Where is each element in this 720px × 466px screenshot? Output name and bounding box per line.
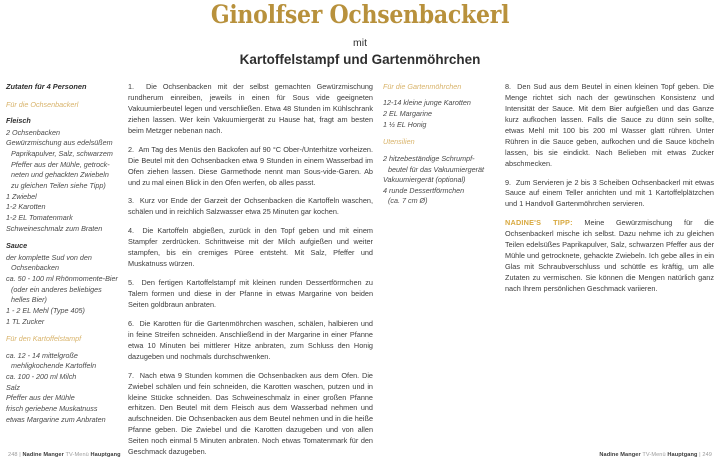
page-title: Ginolfser Ochsenbackerl xyxy=(210,0,510,29)
ingredients-group-utensilien: Utensilien xyxy=(383,137,415,147)
list-item: 1-2 Karotten xyxy=(6,202,46,212)
list-item: ca. 100 - 200 ml Milch xyxy=(6,371,77,381)
list-item: ca. 50 - 100 ml Rhönmomente-Bier xyxy=(6,273,118,283)
step-5 xyxy=(128,278,373,311)
step-text: Nach etwa 9 Stunden kommen die Ochsenbacken aus dem Ofen. Die Zwiebel schälen und fein schneiden, die Karotten waschen, putzen und in kleine Stücke schneiden. Das Schweineschmalz in einer großen Pfanne erhitzen. Den Beutel mit dem Fleisch aus dem Wasserbad nehmen und aufschneiden. Die Ochsenbacken aus dem Beutel nehmen und in die heiße Pfanne geben. Die Zwiebel und die Karotten dazugeben und von allen Seiten noch einmal 5 Minuten anbraten. Noch etwas Tomatenmark für den Geschmack dazugeben. xyxy=(128,370,373,457)
footer-separator-right: | xyxy=(697,452,703,458)
step-number: 8. xyxy=(505,82,512,91)
spacer xyxy=(6,327,122,334)
step-7 xyxy=(128,371,373,459)
page-footer xyxy=(8,452,712,458)
list-item: der komplette Sud von den xyxy=(6,252,92,262)
footer-right xyxy=(599,452,712,458)
footer-menu-left: TV-Menü xyxy=(63,452,91,458)
title-block xyxy=(0,0,720,68)
step-4 xyxy=(128,226,373,270)
steps-column-right xyxy=(505,82,714,466)
ingredient-list-gartenmoehrchen xyxy=(383,98,499,130)
step-2 xyxy=(128,145,373,189)
ingredient-list-fleisch xyxy=(6,128,122,235)
list-item: (ca. 7 cm Ø) xyxy=(388,196,428,206)
ingredients-group-ochsenbackerl: Für die Ochsenbackerl xyxy=(6,99,79,109)
step-text: Den fertigen Kartoffelstampf mit kleinen runden Dessertförmchen zu Talern formen und diese in der Pfanne in etwas Margarine von beiden Seiten goldbraun anbraten. xyxy=(128,278,373,309)
list-item: beutel für das Vakuumiergerät xyxy=(388,164,485,174)
step-text: Kurz vor Ende der Garzeit der Ochsenbacken die Kartoffeln waschen, schälen und in reichlich Salzwasser etwa 25 Minuten gar kochen. xyxy=(128,196,373,217)
footer-page-number-right: 249 xyxy=(702,452,712,458)
footer-course-right: Hauptgang xyxy=(667,452,698,458)
list-item: 1 ½ EL Honig xyxy=(383,119,427,129)
step-1 xyxy=(128,82,373,137)
list-item: 2 Ochsenbacken xyxy=(6,127,60,137)
list-item: Pfeffer aus der Mühle, getrock- xyxy=(11,159,110,169)
step-number: 9. xyxy=(505,177,512,187)
step-number: 6. xyxy=(128,318,135,328)
step-9 xyxy=(505,178,714,211)
list-item: (oder ein anderes beliebiges xyxy=(11,284,102,294)
tip-callout xyxy=(505,218,714,295)
step-number: 2. xyxy=(128,144,135,154)
step-text: Den Sud aus dem Beutel in einen kleinen Topf geben. Die Menge richtet sich nach der gewünschen Konsistenz und Intensität der Sauce. Mit dem Bier aufgießen und das Ganze kurz aufkochen lassen. Falls die Sauce zu dünn sein sollte, etwas Mehl mit 100 bis 200 ml Wasser glatt rühren. Unter Rühren in die Sauce geben, aufkochen und die Sauce köcheln lassen, bis sie eindickt. Nach Belieben mit etwas Zucker abschmecken. xyxy=(505,82,714,168)
steps-column-middle xyxy=(128,82,383,466)
list-item: frisch geriebene Muskatnuss xyxy=(6,403,98,413)
ingredient-list-utensilien xyxy=(383,154,499,207)
step-number: 3. xyxy=(128,196,135,206)
ingredient-list-sauce xyxy=(6,253,122,328)
list-item: etwas Margarine zum Anbraten xyxy=(6,414,106,424)
spacer xyxy=(383,130,499,137)
list-item: Salz xyxy=(6,382,20,392)
step-text: Die Ochsenbacken mit der selbst gemachten Gewürzmischung rundherum einreiben, jeweils in einen für Sous vide geeigneten Vakuumierbeutel legen und verschließen. Etwa 48 Stunden im Kühlschrank ziehen lassen. Wer kein Vakuumiergerät zu Hause hat, fragt am besten beim Metzger nebenan nach. xyxy=(128,82,373,135)
page-subtitle: Kartoffelstampf und Gartenmöhrchen xyxy=(239,51,481,67)
list-item: 2 EL Margarine xyxy=(383,109,433,119)
list-item: Pfeffer aus der Mühle xyxy=(6,393,75,403)
list-item: Vakuumiergerät (optional) xyxy=(383,175,466,185)
step-number: 5. xyxy=(128,278,135,288)
list-item: helles Bier) xyxy=(11,295,47,305)
list-item: 1 TL Zucker xyxy=(6,316,45,326)
list-item: Ochsenbacken xyxy=(11,263,59,273)
ingredients-group-gartenmoehrchen: Für die Gartenmöhrchen xyxy=(383,82,462,91)
title-connector: mit xyxy=(353,37,367,49)
list-item: Schweineschmalz zum Braten xyxy=(6,223,103,233)
list-item: 1-2 EL Tomatenmark xyxy=(6,212,73,222)
list-item: 12-14 kleine junge Karotten xyxy=(383,98,471,108)
list-item: Paprikapulver, Salz, schwarzem xyxy=(11,148,113,158)
ingredients-subheading-fleisch: Fleisch xyxy=(6,116,31,126)
step-number: 4. xyxy=(128,226,135,236)
footer-separator-left: | xyxy=(17,452,23,458)
list-item: Gewürzmischung aus edelsüßem xyxy=(6,138,113,148)
footer-course-left: Hauptgang xyxy=(90,452,121,458)
ingredients-subheading-sauce: Sauce xyxy=(6,241,28,251)
footer-page-number-left: 248 xyxy=(8,452,18,458)
list-item: zu gleichen Teilen siehe Tipp) xyxy=(11,180,106,190)
spacer xyxy=(6,234,122,241)
footer-left xyxy=(8,452,121,458)
tip-label: NADINE'S TIPP: xyxy=(505,218,573,228)
step-6 xyxy=(128,319,373,363)
ingredients-heading: Zutaten für 4 Personen xyxy=(6,82,87,91)
ingredients-group-kartoffelstampf: Für den Kartoffelstampf xyxy=(6,334,82,344)
list-item: neten und gehackten Zwiebeln xyxy=(11,170,109,180)
list-item: 1 Zwiebel xyxy=(6,191,37,201)
tip-text: Meine Gewürzmischung für die Ochsenbackerl mische ich selbst. Dazu nehme ich zu gleichen Teilen edelsüßes Paprikapulver, Salz, schwarzen Pfeffer aus der Mühle und getrocknete, gehackte Zwiebeln. Ich gebe alles in ein Glas mit Schraubverschluss und schüttle es kräftig, um alle Zutaten zu vermischen. Sie können die Mengen natürlich ganz nach Ihrem persönlichen Geschmack variieren. xyxy=(505,218,714,293)
step-number: 7. xyxy=(128,370,135,380)
step-3 xyxy=(128,196,373,218)
footer-author-left: Nadine Manger xyxy=(22,452,64,458)
ingredients-column-left xyxy=(6,82,128,466)
step-text: Die Karotten für die Gartenmöhrchen waschen, schälen, halbieren und in feine Streifen schneiden. Anschließend in der Margarine in einer Pfanne etwa 10 Minuten bei mittlerer Hitze anbraten, zum Schluss den Honig dazugeben und nochmals durchschwenken. xyxy=(128,318,373,361)
ingredients-column-right xyxy=(383,82,505,466)
content-columns xyxy=(6,82,714,466)
list-item: ca. 12 - 14 mittelgroße xyxy=(6,350,78,360)
list-item: 4 runde Dessertförmchen xyxy=(383,185,465,195)
step-text: Am Tag des Menüs den Backofen auf 90 °C Ober-/Unterhitze vorheizen. Die Beutel mit den Ochsenbacken etwa 9 Stunden in einem Wasserbad im Ofen ziehen lassen. Diese Garmethode nennt man Sous-vide-Garen. Ab und zu mal einen Blick in den Ofen werfen, ob alles passt. xyxy=(128,144,373,187)
step-number: 1. xyxy=(128,82,135,91)
list-item: 1 - 2 EL Mehl (Type 405) xyxy=(6,305,85,315)
list-item: 2 hitzebeständige Schrumpf- xyxy=(383,153,475,163)
step-text: Zum Servieren je 2 bis 3 Scheiben Ochsenbackerl mit etwas Sauce auf einem Teller anrichten und mit 1 Kartoffelplätzchen und 1 Handvoll Gartenmöhrchen servieren. xyxy=(505,177,715,209)
list-item: mehligkochende Kartoffeln xyxy=(11,361,97,371)
footer-author-right: Nadine Manger xyxy=(599,452,641,458)
ingredient-list-kartoffelstampf xyxy=(6,351,122,426)
step-8 xyxy=(505,82,714,170)
step-text: Die Kartoffeln abgießen, zurück in den Topf geben und mit einem Stampfer zerdrücken. Schrittweise mit der Milch aufgießen und weiter stampfen, bis ein cremiges Püree entsteht. Mit Salz, Pfeffer und Muskatnuss würzen. xyxy=(128,226,373,269)
footer-menu-right: TV-Menü xyxy=(640,452,668,458)
